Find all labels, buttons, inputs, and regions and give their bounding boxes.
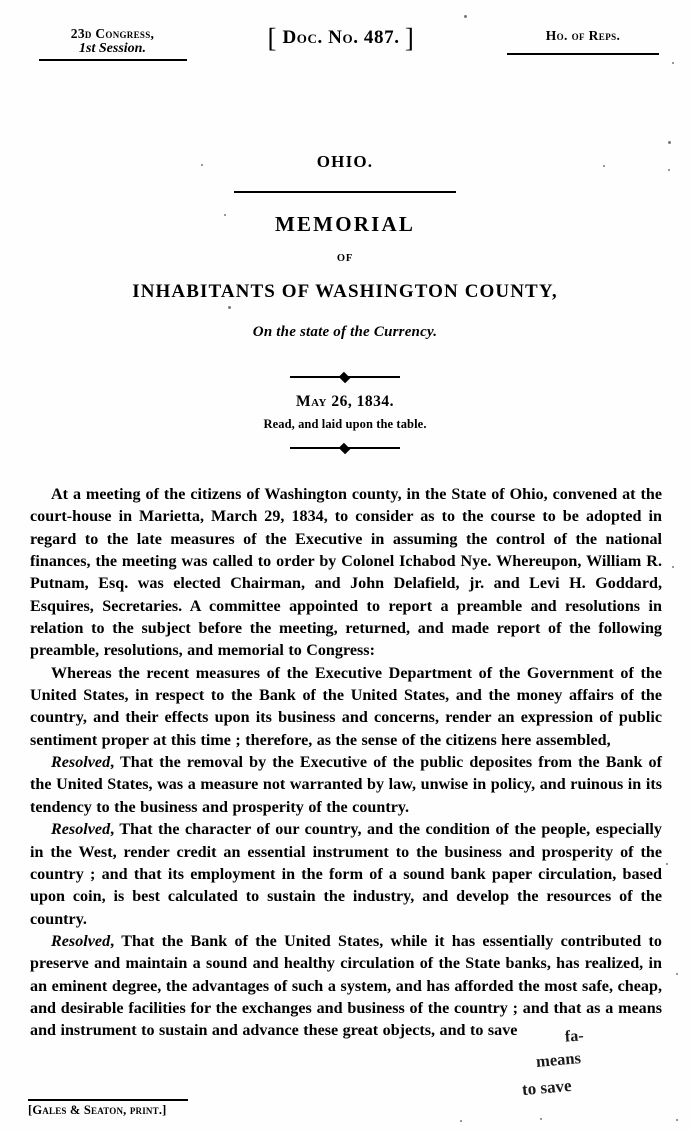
title-divider-rule [234,191,456,193]
of-connector: OF [336,253,354,264]
chamber-rule [507,53,659,55]
paragraph-resolution-2 [30,819,662,931]
paper-speck [603,165,605,167]
resolved-lead-2: Resolved [51,821,111,839]
paper-speck [672,566,674,568]
paper-speck [676,973,678,975]
session-number: 1st Session. [79,41,146,56]
paragraph-meeting: At a meeting of the citizens of Washington county, in the State of Ohio, convened at the court-house in Marietta, March 29, 1834, to consider as to the course to be adopted in regard to the late measures of the Executive in assuming the control of the national finances, the meeting was called to order by Colonel Ichabod Nye. Whereupon, William R. Putnam, Esq. was elected Chairman, and John Delafield, jr. and Levi H. Goddard, Esquires, Secretaries. A committee appointed to report a preamble and resolutions in relation to the subject before the meeting, returned, and made report of the following preamble, resolutions, and memorial to Congress: [30,486,662,660]
chamber-name: Ho. of Reps. [545,28,621,43]
date-line: May 26, 1834. [295,393,394,410]
subject-heading: INHABITANTS OF WASHINGTON COUNTY, [132,281,558,302]
paper-speck [228,306,231,309]
paper-speck [672,62,674,64]
bracket-open: [ [267,23,278,53]
document-number: Doc. No. 487. [282,27,400,48]
congress-rule [39,59,187,61]
paper-speck [540,1118,542,1120]
paper-speck [460,1120,462,1122]
ornament-divider-top [290,372,400,382]
subtitle: On the state of the Currency. [252,324,438,340]
paper-speck [666,863,668,865]
bleed-through-text-1: fa- [564,1027,585,1046]
paper-speck [464,15,467,18]
paragraph-resolution-1 [30,752,662,819]
paper-speck [201,164,203,166]
resolved-lead-1: Resolved [51,754,111,772]
resolution-1-text: , That the removal by the Executive of the public deposites from the Bank of the United States, was a measure not warranted by law, unwise in policy, and ruinous in its tendency to the business and prosperity of the country. [30,754,662,816]
action-line: Read, and laid upon the table. [263,417,427,431]
document-body [30,484,662,1043]
title-block [0,152,690,341]
paper-speck [676,1119,678,1121]
paragraph-whereas: Whereas the recent measures of the Executive Department of the Government of the United States, in respect to the Bank of the United States, and the money affairs of the country, and their effects upon its business and concerns, render an expression of public sentiment proper at this time ; therefore, as the sense of the citizens here assembled, [30,664,662,749]
state-heading: OHIO. [316,152,374,171]
imprint-rule [28,1099,188,1101]
bracket-close: ] [404,23,415,53]
chamber-block [498,28,668,55]
printer-imprint [28,1099,218,1118]
paper-speck [668,141,671,144]
date-block [0,372,690,453]
running-head [0,23,690,76]
resolved-lead-3: Resolved [51,932,111,950]
ornament-divider-bottom [290,443,400,453]
document-number-block [236,23,446,53]
resolution-3-text: , That the Bank of the United States, while it has essentially contributed to preserve and maintain a sound and healthy circulation of the State banks, has realized, in an eminent degree, the advantages of such a system, and has afforded the most safe, cheap, and desirable facilities for the exchanges and business of the country ; and that as a means and instrument to sustain and advance these great objects, and to save [30,932,662,1040]
imprint-text: [Gales & Seaton, print.] [28,1103,167,1117]
congress-number: 23d Congress, [70,26,155,41]
congress-session-block [30,26,195,61]
bleed-through-text-2: means [535,1048,582,1071]
resolution-2-text: , That the character of our country, and the condition of the people, especially in the West, render credit an essential instrument to the business and prosperity of the country ; and that its employment in the form of a sound bank paper circulation, based upon coin, is best calculated to sustain the industry, and develop the resources of the country. [30,821,662,928]
document-kind-heading: MEMORIAL [274,212,416,236]
paper-speck [224,214,226,216]
bleed-through-text-3: to save [521,1075,573,1100]
paper-speck [668,169,670,171]
paragraph-resolution-3 [30,931,662,1043]
